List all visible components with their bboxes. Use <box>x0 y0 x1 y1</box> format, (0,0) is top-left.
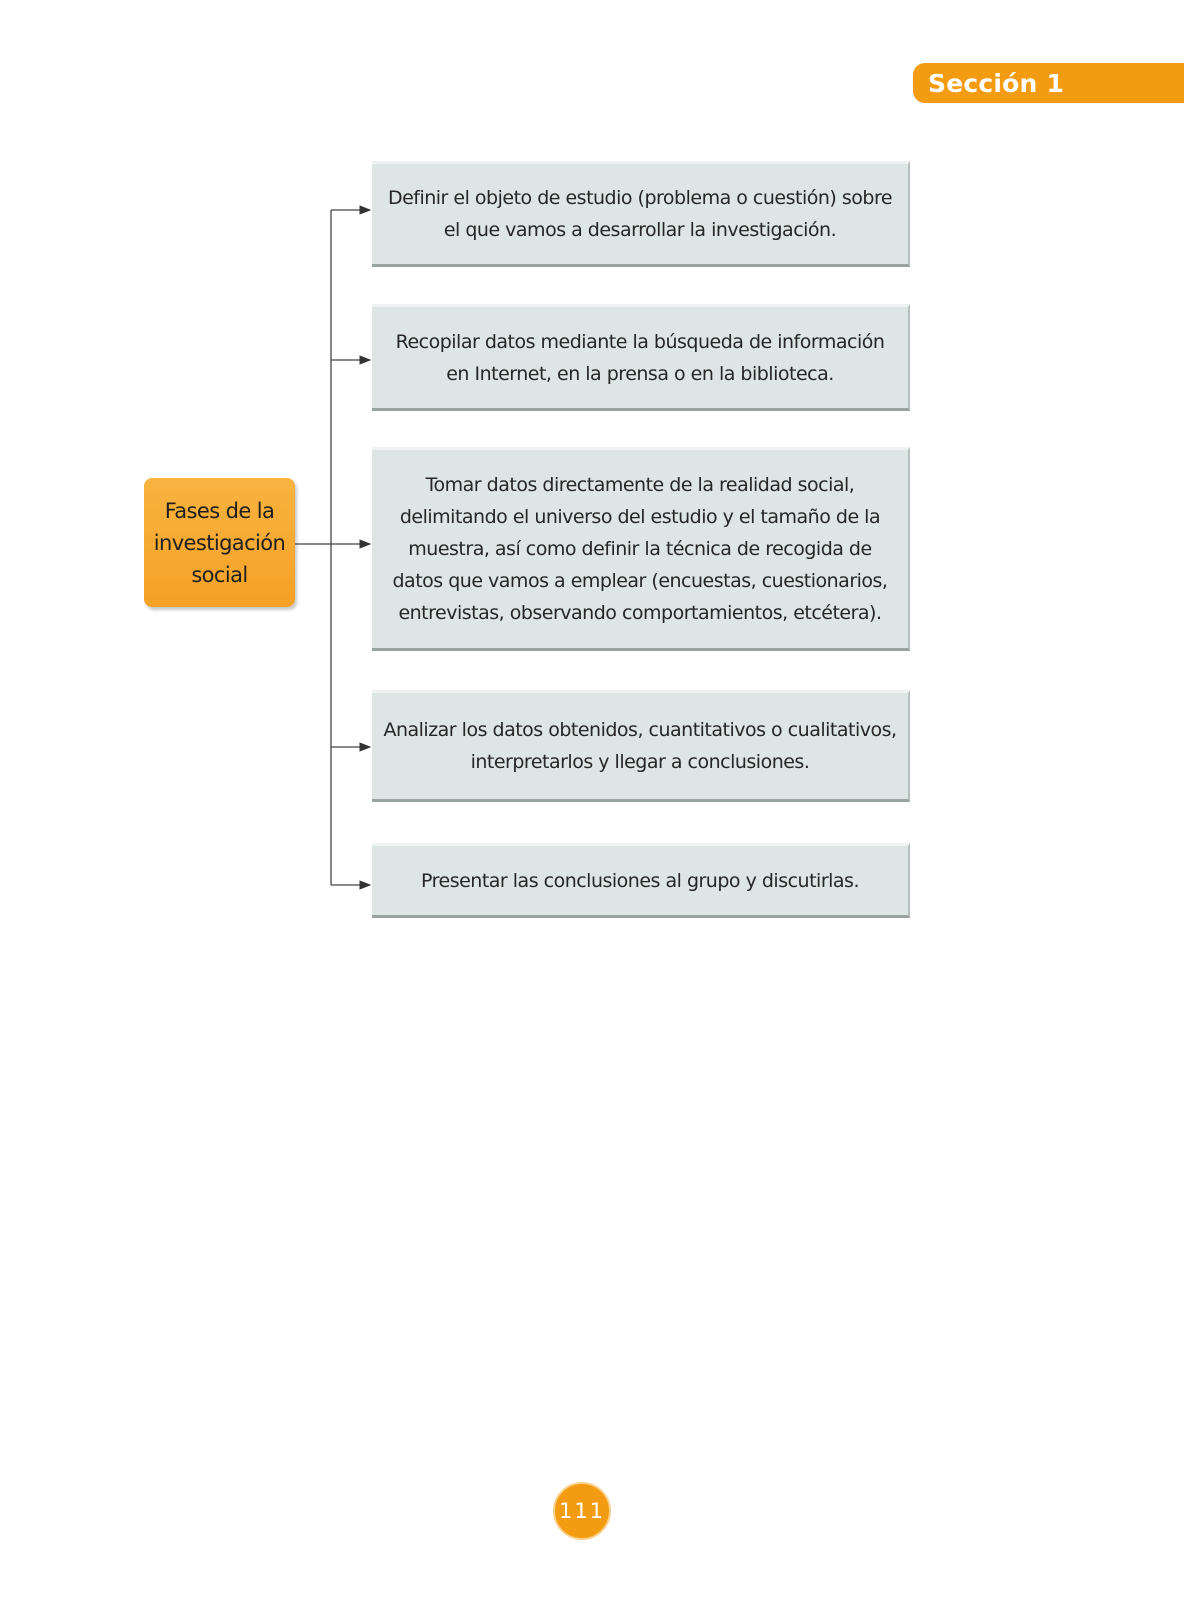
phase-line: Definir el objeto de estudio (problema o cuestión) sobre <box>387 187 893 209</box>
root-node-line: investigación <box>153 530 286 555</box>
root-node-label <box>154 495 285 591</box>
root-node <box>144 478 295 607</box>
phase-box-3 <box>372 447 910 651</box>
phase-line: el que vamos a desarrollar la investigación. <box>443 219 837 241</box>
phase-line: muestra, así como definir la técnica de recogida de <box>408 538 872 560</box>
section-label: Sección 1 <box>928 68 1065 98</box>
page-number-badge <box>553 1482 611 1540</box>
phase-line: Recopilar datos mediante la búsqueda de información <box>395 330 885 353</box>
phase-line: Presentar las conclusiones al grupo y discutirlas. <box>420 869 859 892</box>
phase-text <box>393 469 888 629</box>
page-number: 111 <box>558 1499 606 1523</box>
phase-line: Analizar los datos obtenidos, cuantitativos o cualitativos, <box>383 719 897 741</box>
phase-line: delimitando el universo del estudio y el tamaño de la <box>399 506 881 528</box>
phase-line: datos que vamos a emplear (encuestas, cuestionarios, <box>392 570 888 592</box>
phase-line: interpretarlos y llegar a conclusiones. <box>470 751 810 773</box>
phase-text <box>396 326 885 390</box>
phase-text <box>388 182 892 246</box>
phase-text <box>383 714 896 778</box>
phase-box-5 <box>372 843 910 918</box>
phase-line: en Internet, en la prensa o en la biblioteca. <box>446 362 834 385</box>
phase-box-4 <box>372 690 910 802</box>
phase-box-2 <box>372 304 910 411</box>
phase-line: entrevistas, observando comportamientos, etcétera). <box>398 602 882 624</box>
root-node-line: social <box>191 562 248 587</box>
root-node-line: Fases de la <box>164 498 275 523</box>
phase-box-1 <box>372 161 910 267</box>
phase-text <box>421 865 859 897</box>
phase-line: Tomar datos directamente de la realidad social, <box>425 474 855 496</box>
